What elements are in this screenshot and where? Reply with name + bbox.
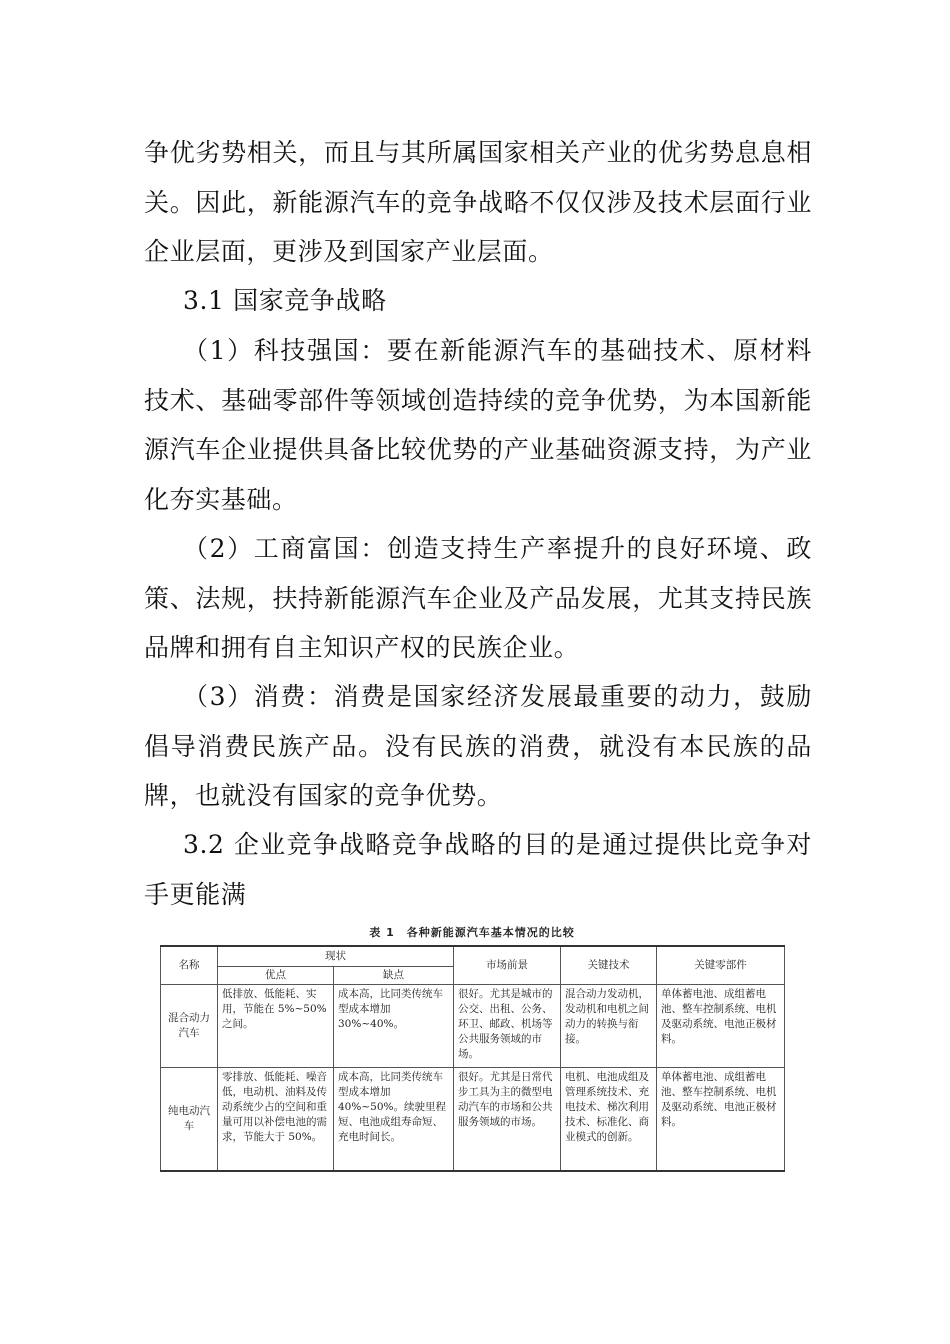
- cell-key-tech: 混合动力发动机，发动机和电机之间动力的转换与衔接。: [561, 985, 657, 1068]
- cell-name: 纯电动汽车: [161, 1068, 218, 1172]
- header-key-parts: 关键零部件: [657, 946, 785, 985]
- cell-disadvantages: 成本高，比同类传统车型成本增加 30%~40%。: [334, 985, 454, 1068]
- cell-market: 很好。尤其是城市的公交、出租、公务、环卫、邮政、机场等公共服务领域的市场。: [454, 985, 561, 1068]
- comparison-table-figure: [160, 924, 784, 1172]
- cell-name: 混合动力汽车: [161, 985, 218, 1068]
- cell-market: 很好。尤其是日常代步工具为主的微型电动汽车的市场和公共服务领域的市场。: [454, 1068, 561, 1172]
- header-key-tech: 关键技术: [561, 946, 657, 985]
- paragraph-item-3: （3）消费：消费是国家经济发展最重要的动力，鼓励倡导消费民族产品。没有民族的消费，就没有本民族的品牌，也就没有国家的竞争优势。: [144, 682, 812, 811]
- cell-advantages: 低排放、低能耗、实用，节能在 5%~50%之间。: [218, 985, 334, 1068]
- table-row: [161, 985, 785, 1068]
- cell-key-parts: 单体蓄电池、成组蓄电池、整车控制系统、电机及驱动系统、电池正极材料。: [657, 1068, 785, 1172]
- paragraph-item-1: （1）科技强国：要在新能源汽车的基础技术、原材料技术、基础零部件等领域创造持续的竞争优势，为本国新能源汽车企业提供具备比较优势的产业基础资源支持，为产业化夯实基础。: [144, 336, 812, 514]
- header-market: 市场前景: [454, 946, 561, 985]
- table-title: 表 1 各种新能源汽车基本情况的比较: [369, 926, 575, 939]
- paragraph-intro: 争优劣势相关，而且与其所属国家相关产业的优劣势息息相关。因此，新能源汽车的竞争战略不仅仅涉及技术层面行业企业层面，更涉及到国家产业层面。: [144, 138, 812, 267]
- cell-key-tech: 电机、电池成组及管理系统技术、充电技术、梯次利用技术、标准化、商业模式的创新。: [561, 1068, 657, 1172]
- paragraph-3-2: 3.2 企业竞争战略竞争战略的目的是通过提供比竞争对手更能满: [144, 830, 812, 909]
- cell-key-parts: 单体蓄电池、成组蓄电池、整车控制系统、电机及驱动系统、电池正极材料。: [657, 985, 785, 1068]
- cell-disadvantages: 成本高，比同类传统车型成本增加 40%~50%。续驶里程短、电池成组寿命短、充电时间长。: [334, 1068, 454, 1172]
- header-advantages: 优点: [218, 967, 334, 985]
- paragraph-item-2: （2）工商富国：创造支持生产率提升的良好环境、政策、法规，扶持新能源汽车企业及产品发展，尤其支持民族品牌和拥有自主知识产权的民族企业。: [144, 534, 812, 663]
- table-row: [161, 1068, 785, 1172]
- table-header-row: [161, 946, 785, 967]
- header-name: 名称: [161, 946, 218, 985]
- section-heading-3-1: 3.1 国家竞争战略: [183, 286, 387, 315]
- header-disadvantages: 缺点: [334, 967, 454, 985]
- header-status: 现状: [218, 946, 454, 967]
- comparison-table: [160, 945, 785, 1172]
- cell-advantages: 零排放、低能耗、噪音低，电动机、油料及传动系统少占的空间和重量可用以补偿电池的需求，节能大于 50%。: [218, 1068, 334, 1172]
